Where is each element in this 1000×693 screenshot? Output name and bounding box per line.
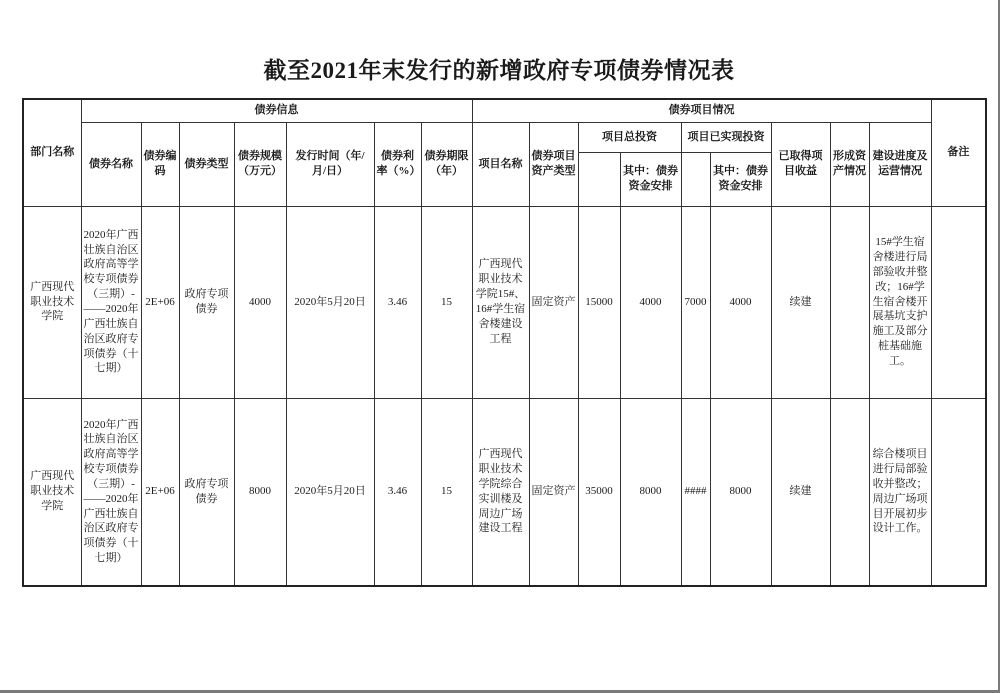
header-rate: 债券利率（%） [374,122,421,206]
cell-total-inv-bond: 4000 [620,206,681,398]
cell-project-name: 广西现代职业技术学院综合实训楼及周边广场建设工程 [472,398,529,586]
cell-bond-name: 2020年广西壮族自治区政府高等学校专项债券（三期）-——2020年广西壮族自治区政府专项债券（十七期） [81,398,141,586]
header-bond-name: 债券名称 [81,122,141,206]
header-income: 已取得项目收益 [771,122,830,206]
header-realized-inv-blank [681,152,710,206]
cell-asset-type: 固定资产 [529,398,578,586]
cell-rate: 3.46 [374,398,421,586]
bond-table [22,98,987,587]
cell-realized-inv: 7000 [681,206,710,398]
cell-progress: 15#学生宿舍楼进行局部验收并整改；16#学生宿舍楼开展基坑支护施工及部分桩基础施工。 [869,206,931,398]
cell-income: 续建 [771,206,830,398]
cell-realized-inv: #### [681,398,710,586]
header-asset-formed: 形成资产情况 [830,122,869,206]
cell-asset-formed [830,206,869,398]
cell-realized-inv-bond: 8000 [710,398,771,586]
cell-remark [931,398,986,586]
cell-term: 15 [421,398,472,586]
header-realized-inv-bond-fund: 其中：债券资金安排 [710,152,771,206]
header-total-inv-blank [578,152,620,206]
header-progress: 建设进度及运营情况 [869,122,931,206]
header-total-inv-bond-fund: 其中：债券资金安排 [620,152,681,206]
header-remark: 备注 [931,99,986,206]
cell-bond-name: 2020年广西壮族自治区政府高等学校专项债券（三期）-——2020年广西壮族自治区政府专项债券（十七期） [81,206,141,398]
header-row-group [23,99,986,122]
header-bond-code: 债券编码 [141,122,179,206]
cell-total-inv-bond: 8000 [620,398,681,586]
cell-bond-code: 2E+06 [141,206,179,398]
header-bond-type: 债券类型 [179,122,234,206]
header-total-inv-group: 项目总投资 [578,122,681,152]
page-title: 截至2021年末发行的新增政府专项债券情况表 [263,58,735,83]
cell-total-inv: 35000 [578,398,620,586]
cell-total-inv: 15000 [578,206,620,398]
cell-dept: 广西现代职业技术学院 [23,398,81,586]
cell-bond-type: 政府专项债券 [179,398,234,586]
cell-income: 续建 [771,398,830,586]
header-bond-info-group: 债券信息 [81,99,472,122]
header-project-name: 项目名称 [472,122,529,206]
header-project-group: 债券项目情况 [472,99,931,122]
cell-issue-date: 2020年5月20日 [286,206,374,398]
header-asset-type: 债券项目资产类型 [529,122,578,206]
header-realized-inv-group: 项目已实现投资 [681,122,771,152]
header-term: 债券期限（年） [421,122,472,206]
header-issue-date: 发行时间（年/月/日） [286,122,374,206]
cell-bond-scale: 8000 [234,398,286,586]
cell-bond-scale: 4000 [234,206,286,398]
cell-rate: 3.46 [374,206,421,398]
cell-realized-inv-bond: 4000 [710,206,771,398]
cell-remark [931,206,986,398]
cell-bond-type: 政府专项债券 [179,206,234,398]
table-row [23,206,986,398]
header-row-main [23,122,986,152]
table-row [23,398,986,586]
cell-progress: 综合楼项目进行局部验收并整改；周边广场项目开展初步设计工作。 [869,398,931,586]
cell-asset-formed [830,398,869,586]
cell-issue-date: 2020年5月20日 [286,398,374,586]
cell-project-name: 广西现代职业技术学院15#、16#学生宿舍楼建设工程 [472,206,529,398]
cell-dept: 广西现代职业技术学院 [23,206,81,398]
cell-term: 15 [421,206,472,398]
cell-asset-type: 固定资产 [529,206,578,398]
cell-bond-code: 2E+06 [141,398,179,586]
header-dept: 部门名称 [23,99,81,206]
header-bond-scale: 债券规模（万元） [234,122,286,206]
